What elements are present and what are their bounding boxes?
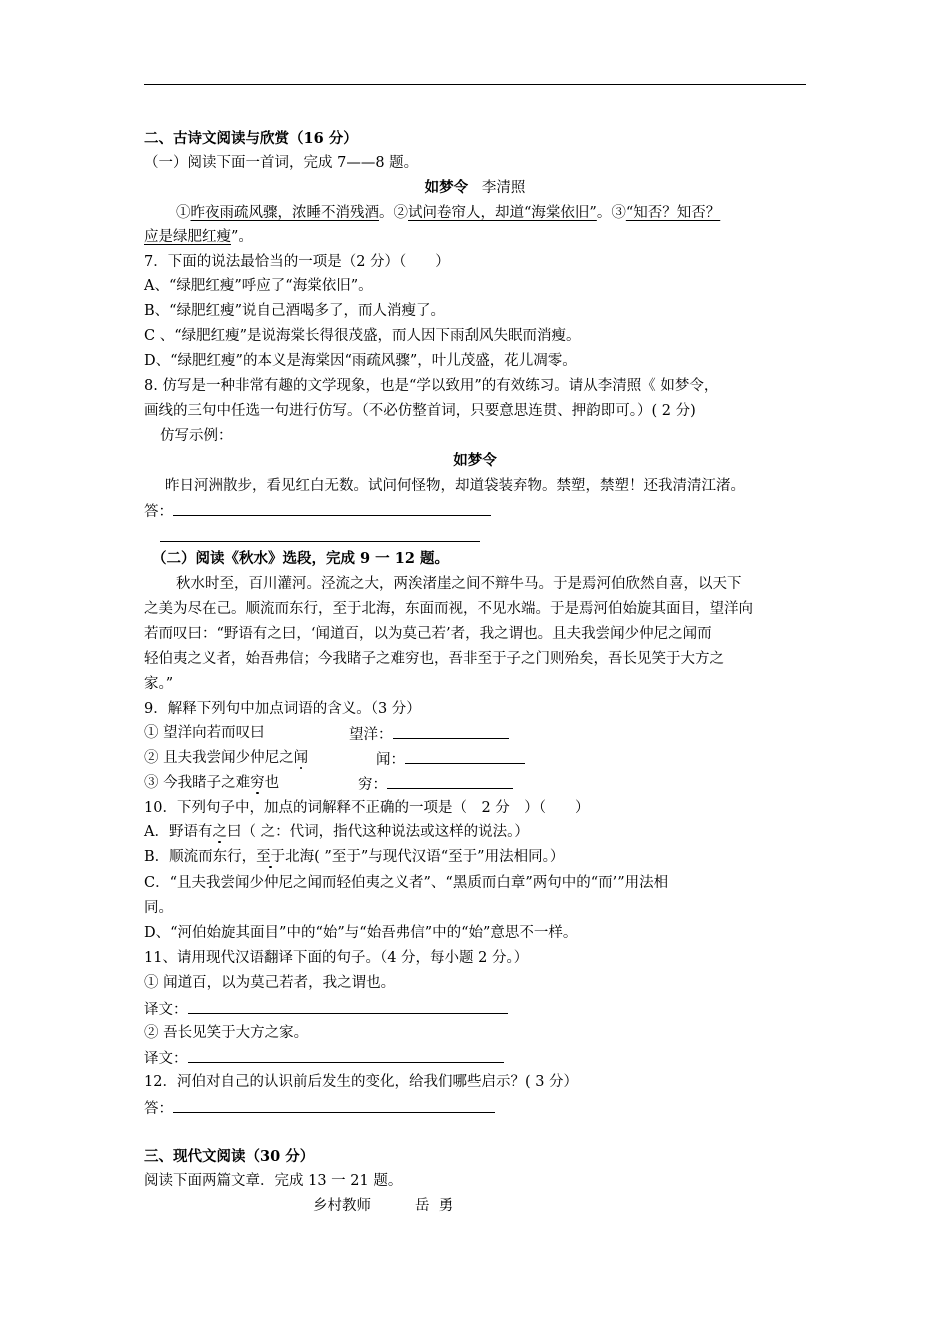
q12-answer-blank[interactable] [173,1097,495,1113]
dotted-word: 至于 [256,849,286,865]
q11-sentence-2: ② 吾长见笑于大方之家。 [144,1025,309,1041]
q8-example-title: 如梦令 [453,452,497,469]
poem-end: ”。 [231,229,253,245]
answer-label: 答： [144,1101,173,1117]
q9-blank-2[interactable] [405,748,525,764]
poem-sentence-3: “知否？知否？ [625,205,721,221]
passage-line: 轻伯夷之义者，始吾弗信；今我睹子之难穷也，吾非至于子之门则殆矣，吾长见笑于大方之 [144,651,724,667]
q12-stem: 12．河伯对自己的认识前后发生的变化，给我们哪些启示？( 3 分） [144,1074,579,1090]
answer-blank-2[interactable] [160,541,480,542]
dotted-word: 闻 [293,750,309,766]
article-title-line [313,1196,950,1216]
q10-option-a [144,822,809,842]
q11-translation-1 [144,998,809,1020]
poem-sentence-1: 昨夜雨疏风骤，浓睡不消残酒 [190,205,379,221]
poem-line-2 [144,227,809,247]
answer-label: 答： [144,504,173,520]
top-rule [144,84,806,85]
section-3-heading: 三、现代文阅读（30 分） [144,1148,315,1165]
passage-line: 家。” [144,676,174,692]
q9-term-label: 闻： [376,752,405,768]
q7-option-c: C 、“绿肥红瘦”是说海棠长得很茂盛，而人因下雨刮风失眠而消瘦。 [144,328,581,344]
poem-title-line [144,178,806,198]
q11-sentence-1: ① 闻道百，以为莫己若者，我之谓也。 [144,975,396,991]
q9-term [349,723,509,745]
dotted-word: 穷 [250,775,265,791]
poem-title: 如梦令 [424,179,469,196]
q7-option-a: A、“绿肥红瘦”呼应了“海棠依旧”。 [144,278,373,294]
poem-author: 李清照 [481,180,526,196]
section-3-intro: 阅读下面两篇文章．完成 13 一 21 题。 [144,1173,403,1189]
article-author: 岳 勇 [415,1198,454,1214]
section-2-heading: 二、古诗文阅读与欣赏（16 分） [144,130,358,147]
q8-answer-line [144,500,809,522]
option-text: B．顺流而东行， [144,849,257,865]
q9-term [376,748,525,770]
passage-line: 秋水时至，百川灌河。泾流之大，两涘渚崖之间不辩牛马。于是焉河伯欣然自喜，以天下 [176,576,742,592]
q9-term-label: 望洋： [349,727,393,743]
poem-sentence-3-cont: 应是绿肥红瘦 [144,229,231,245]
q11-stem: 11、请用现代汉语翻译下面的句子。（4 分，每小题 2 分。） [144,950,529,966]
q8-example-label: 仿写示例： [160,428,233,444]
translation-blank-1[interactable] [188,998,508,1014]
option-text: A．野语有 [144,824,213,840]
q9-term [358,773,513,795]
part-2-intro: （二）阅读《秋水》选段，完成 9 一 12 题。 [152,550,449,567]
q9-item-3 [144,773,809,793]
option-text: 北海( ”至于”与现代汉语“至于”用法相同。） [285,849,565,865]
q7-option-b: B、“绿肥红瘦”说自己酒喝多了，而人消瘦了。 [144,303,445,319]
dotted-word: 之 [212,824,227,840]
translation-label: 译文： [144,1002,188,1018]
q8-stem-2: 画线的三句中任选一句进行仿写。（不必仿整首词，只要意思连贯、押韵即可。）( 2 分) [144,403,696,419]
q7-option-d: D、“绿肥红瘦”的本义是海棠因“雨疏风骤”，叶儿茂盛，花儿凋零。 [144,353,577,369]
passage-line: 之美为尽在己。顺流而东行，至于北海，东面而视，不见水端。于是焉河伯始旋其面目，望洋向 [144,601,753,617]
q9-stem: 9．解释下列句中加点词语的含义。（3 分） [144,701,421,717]
q10-option-c: C．“且夫我尝闻少仲尼之闻而轻伯夷之义者”、“黑质而白章”两句中的“而’”用法相 [144,875,669,891]
answer-blank[interactable] [173,500,491,516]
q9-sentence: 也 [264,775,280,791]
poem-num: ① [176,205,191,221]
translation-blank-2[interactable] [188,1047,504,1063]
q9-item-2 [144,748,809,768]
article-title: 乡村教师 [313,1198,371,1214]
q9-sentence: ③ 今我睹子之难 [144,775,251,791]
q9-item-1 [144,723,809,743]
poem-num: 。③ [596,205,626,221]
translation-label: 译文： [144,1051,188,1067]
q12-answer-line [144,1097,809,1119]
q10-option-c-cont: 同。 [144,900,173,916]
q9-blank-1[interactable] [393,723,509,739]
poem-num: 。② [379,205,408,221]
q10-stem: 10．下列句子中，加点的词解释不正确的一项是（ 2 分 ）（ ） [144,800,590,816]
q9-term-label: 穷： [358,777,387,793]
q10-option-d: D、“河伯始旋其面目”中的“始”与“始吾弗信”中的“始”意思不一样。 [144,925,578,941]
q10-option-b [144,847,809,867]
poem-sentence-2: 试问卷帘人，却道“海棠依旧” [408,205,597,221]
q9-sentence: ② 且夫我尝闻少仲尼之 [144,750,294,766]
option-text: 曰（ 之：代词，指代这种说法或这样的说法。） [226,824,529,840]
q7-stem: 7．下面的说法最恰当的一项是（2 分）（ ） [144,254,450,270]
poem-line-1 [176,203,841,223]
passage-line: 若而叹曰：“野语有之曰，‘闻道百，以为莫己若’者，我之谓也。且夫我尝闻少仲尼之闻而 [144,626,712,642]
q11-translation-2 [144,1047,809,1069]
q8-stem-1: 8. 仿写是一种非常有趣的文学现象，也是“学以致用”的有效练习。请从李清照《 如梦令， [144,378,719,394]
q9-blank-3[interactable] [387,773,513,789]
q8-example-text: 昨日河洲散步，看见红白无数。试问何怪物，却道袋装弃物。禁塑，禁塑！还我清清江渚。 [165,478,745,494]
part-1-intro: （一）阅读下面一首词，完成 7——8 题。 [144,155,419,171]
q9-sentence: ① 望洋向若而叹曰 [144,725,265,741]
